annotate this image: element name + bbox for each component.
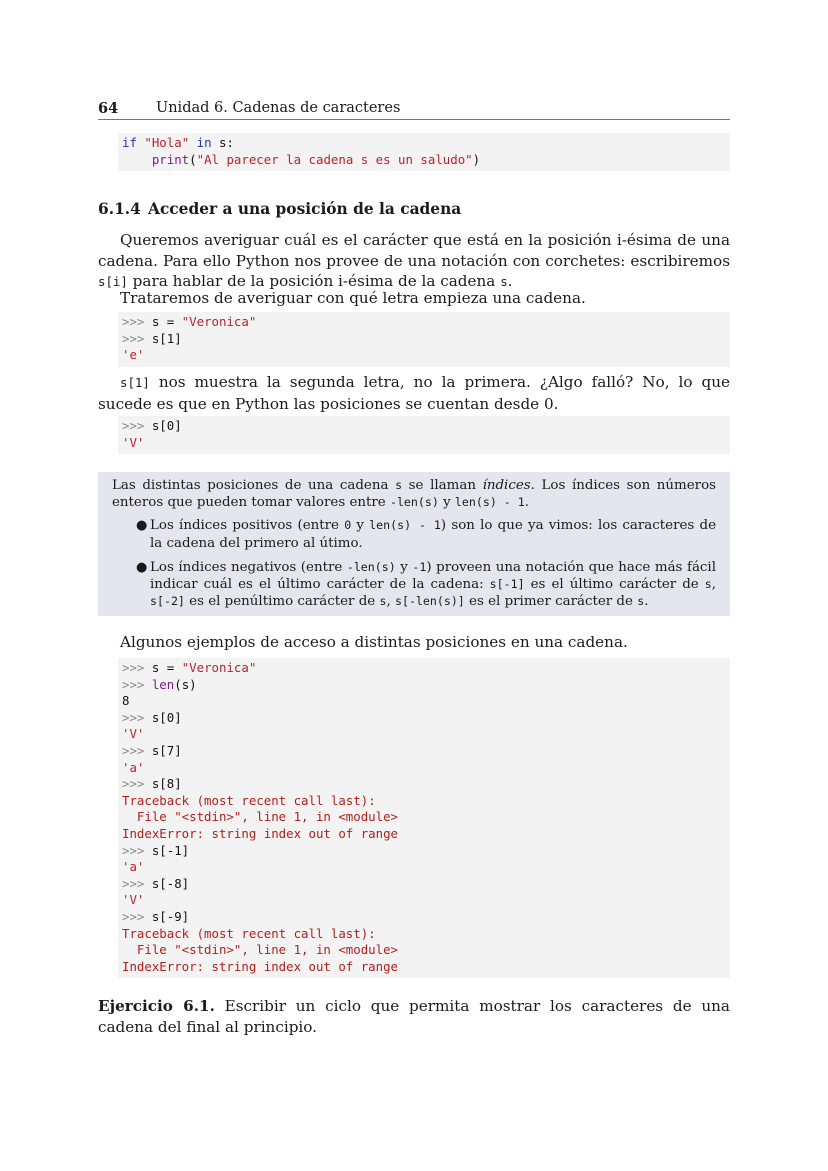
list-item: ● Los índices positivos (entre 0 y len(s) - 1) son lo que ya vimos: los caracteres de la cadena del primero al útimo.: [136, 518, 717, 551]
code-line: >>> s[-1]: [122, 842, 190, 858]
code-line: 'V': [122, 892, 145, 908]
code-line: >>> s[1]: [122, 330, 182, 346]
code-line: File "<stdin>", line 1, in <module>: [122, 942, 399, 958]
code-line: 'a': [122, 859, 145, 875]
paragraph: s[1] nos muestra la segunda letra, no la primera. ¿Algo falló? No, lo que sucede es que en Python las posiciones se cuentan desde 0.: [98, 373, 730, 413]
exercise: [98, 996, 730, 1037]
code-line: IndexError: string index out of range: [122, 958, 399, 974]
chapter-title: Unidad 6. Cadenas de caracteres: [156, 100, 401, 116]
code-line: 'V': [122, 726, 145, 742]
exercise-label: Ejercicio 6.1.: [98, 997, 215, 1015]
note-box: [98, 472, 730, 616]
section-number: 6.1.4: [98, 200, 141, 218]
code-line: Traceback (most recent call last):: [122, 925, 376, 941]
paragraph: Queremos averiguar cuál es el carácter que está en la posición i-ésima de una cadena. Para ello Python nos provee de una notación con corchetes: escribiremos s[i] para hablar de la posición i-ésima de la cadena s.: [98, 231, 730, 291]
exercise-text: Escribir un ciclo que permita mostrar los caracteres de una cadena del final al principio.: [98, 997, 730, 1036]
code-line: 'a': [122, 759, 145, 775]
code-line: >>> s[7]: [122, 742, 182, 758]
section-title: Acceder a una posición de la cadena: [148, 200, 462, 218]
code-line: >>> s[-9]: [122, 908, 190, 924]
bullet-icon: ●: [136, 518, 148, 534]
note-list: [112, 517, 716, 610]
code-line: print("Al parecer la cadena s es un saludo"): [151, 151, 481, 167]
section-heading: [98, 200, 461, 218]
note-intro: Las distintas posiciones de una cadena s se llaman índices. Los índices son números enteros que pueden tomar valores entre -len(s) y len(s) - 1.: [112, 478, 717, 511]
paragraph: Trataremos de averiguar con qué letra empieza una cadena.: [120, 289, 586, 307]
code-block: [118, 658, 730, 978]
running-header: [98, 99, 730, 120]
code-line: >>> s = "Veronica": [122, 660, 257, 675]
code-line: Traceback (most recent call last):: [122, 792, 376, 808]
list-item: ● Los índices negativos (entre -len(s) y -1) proveen una notación que hace más fácil indicar cuál es el último carácter de la cadena: s[-1] es el último carácter de s, s[-2] es el penúltimo carácter de s, s[-len(s)] es el primer carácter de s.: [136, 559, 716, 610]
code-line: IndexError: string index out of range: [122, 825, 399, 841]
code-line: 'V': [122, 434, 145, 450]
code-block: [118, 416, 730, 454]
paragraph: Algunos ejemplos de acceso a distintas posiciones en una cadena.: [120, 633, 628, 651]
page-number: 64: [98, 100, 119, 117]
bullet-icon: ●: [136, 559, 148, 575]
code-line: >>> s[-8]: [122, 875, 190, 891]
code-line: >>> s[0]: [122, 418, 182, 433]
code-block: [118, 133, 730, 171]
code-block: [118, 312, 730, 367]
code-line: >>> s = "Veronica": [122, 314, 257, 329]
code-line: File "<stdin>", line 1, in <module>: [122, 809, 399, 825]
code-line: >>> len(s): [122, 676, 197, 692]
code-line: >>> s[8]: [122, 776, 182, 792]
code-line: 'e': [122, 347, 145, 363]
code-line: 8: [122, 693, 130, 709]
code-line: >>> s[0]: [122, 709, 182, 725]
code-line: if "Hola" in s:: [122, 135, 234, 150]
